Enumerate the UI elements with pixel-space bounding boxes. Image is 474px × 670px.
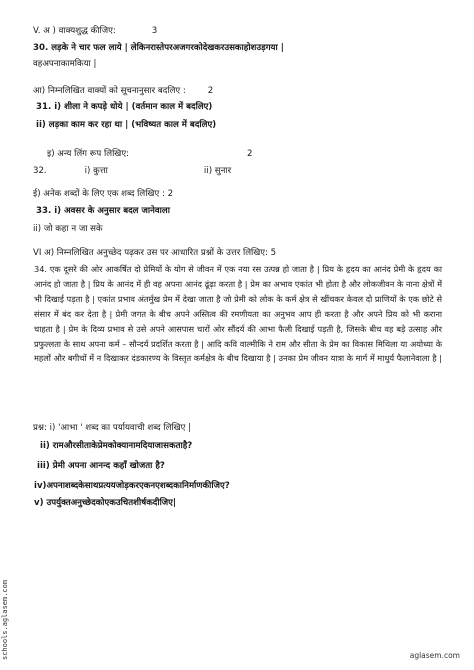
- question-30: 30. लड़के ने चार फल लाये | लेकिनरास्तेपरअजगरकोदेखकरउसकाहोशउड़गया |: [33, 43, 284, 53]
- question-iii: iii) प्रेमी अपना आनन्द कहाँ खोजता है?: [37, 461, 165, 471]
- q32-option-1: i) कुत्ता: [84, 166, 108, 176]
- section-v-marks: 3: [151, 26, 158, 36]
- question-v: v) उपर्युक्तअनुच्छेदकोएकउचितशीर्षकदीजिए|: [34, 498, 177, 508]
- passage: 34. एक दूसरे की ओर आकर्षित दो प्रेमियों के योग से जीवन में एक नया रस उत्पन्न हो जाता है | प्रिय के हृदय का आनंद प्रेमी के हृदय का आनंद हो जाता है | प्रिय के आनंद में ही वह अपना आनंद ढूंढ़ा करता है | प्रेम का अभाव एकांत भी होता है और लोकजीवन के नाना क्षेत्रों में भी दिखाई पड़ता है | एकांत प्रभाव अंतर्मुख प्रेम में देखा जाता है जो प्रेमी को लोक के कर्म क्षेत्र से खींचकर केवल दो प्राणियों के एक छोटे से संसार में बंद कर देता है | प्रेमी जगत के बीच अपने अस्तित्व की रमणीयता का अनुभव आप ही करता है और अपने प्रिय को भी कराना चाहता है | प्रेम के दिव्य प्रभाव से उसे अपने आसपास चारों ओर सौंदर्य की आभा फैली दिखाई पड़ती है, जिसके बीच वह बड़े उत्साह और प्रफुल्लता के साथ अपना कर्म – सौन्दर्य प्रदर्शित करता है | आदि कवि वाल्मीकि ने राम और सीता के प्रेम का विकास मिथिला या अयोध्या के महलों और बगीचों में न दिखाकर दंडकारण्य के विस्तृत कर्मक्षेत्र के बीच दिखाया है | उनका प्रेम जीवन यात्रा के मार्ग में माधुर्य फैलानेवाला है |: [34, 264, 442, 364]
- sub-a-header: आ) निम्नलिखित वाक्यों को सूचनानुसार बदलिए : 2: [33, 86, 214, 96]
- side-watermark: schools.aglasem.com: [1, 579, 9, 660]
- question-iv: iv)अपनाशब्दकेसाथप्रत्ययजोड़करएकनएशब्दकानिर्माणकीजिए?: [34, 481, 230, 491]
- question-ii: ii) रामऔरसीताकेप्रेमकोक्यानामदियाजासकताहै?: [40, 441, 193, 451]
- section-vi-header: VI अ) निम्नलिखित अनुच्छेद पढ़कर उस पर आधारित प्रश्नों के उत्तर लिखिए: 5: [33, 248, 277, 258]
- question-31-ii: ii) लड़का काम कर रहा था | (भविष्यत काल में बदलिए): [36, 120, 217, 130]
- question-30-cont: वहअपनाकामकिया |: [33, 59, 97, 69]
- sub-ii-header: ई) अनेक शब्दों के लिए एक शब्द लिखिए : 2: [33, 189, 174, 199]
- footer-text: aglasem.com: [409, 651, 460, 660]
- q32-option-2: ii) सुनार: [203, 166, 232, 176]
- question-33-ii: ii) जो कहा न जा सके: [33, 224, 103, 234]
- question-33-i: 33. i) अवसर के अनुसार बदल जानेवाला: [36, 206, 170, 216]
- questions-head: प्रश्न: i) 'आभा ' शब्द का पर्यायवाची शब्द लिखिए |: [33, 423, 192, 433]
- question-31-i: 31. i) शीला ने कपड़े धोये | (वर्तमान काल में बदलिए): [36, 102, 213, 112]
- question-32: 32. i) कुत्ता ii) सुनार: [33, 166, 232, 176]
- section-v-header: V. अ ) वाक्यशुद्ध कीजिए: 3: [33, 26, 158, 36]
- sub-i-header: इ) अन्य लिंग रूप लिखिए: 2: [47, 149, 253, 159]
